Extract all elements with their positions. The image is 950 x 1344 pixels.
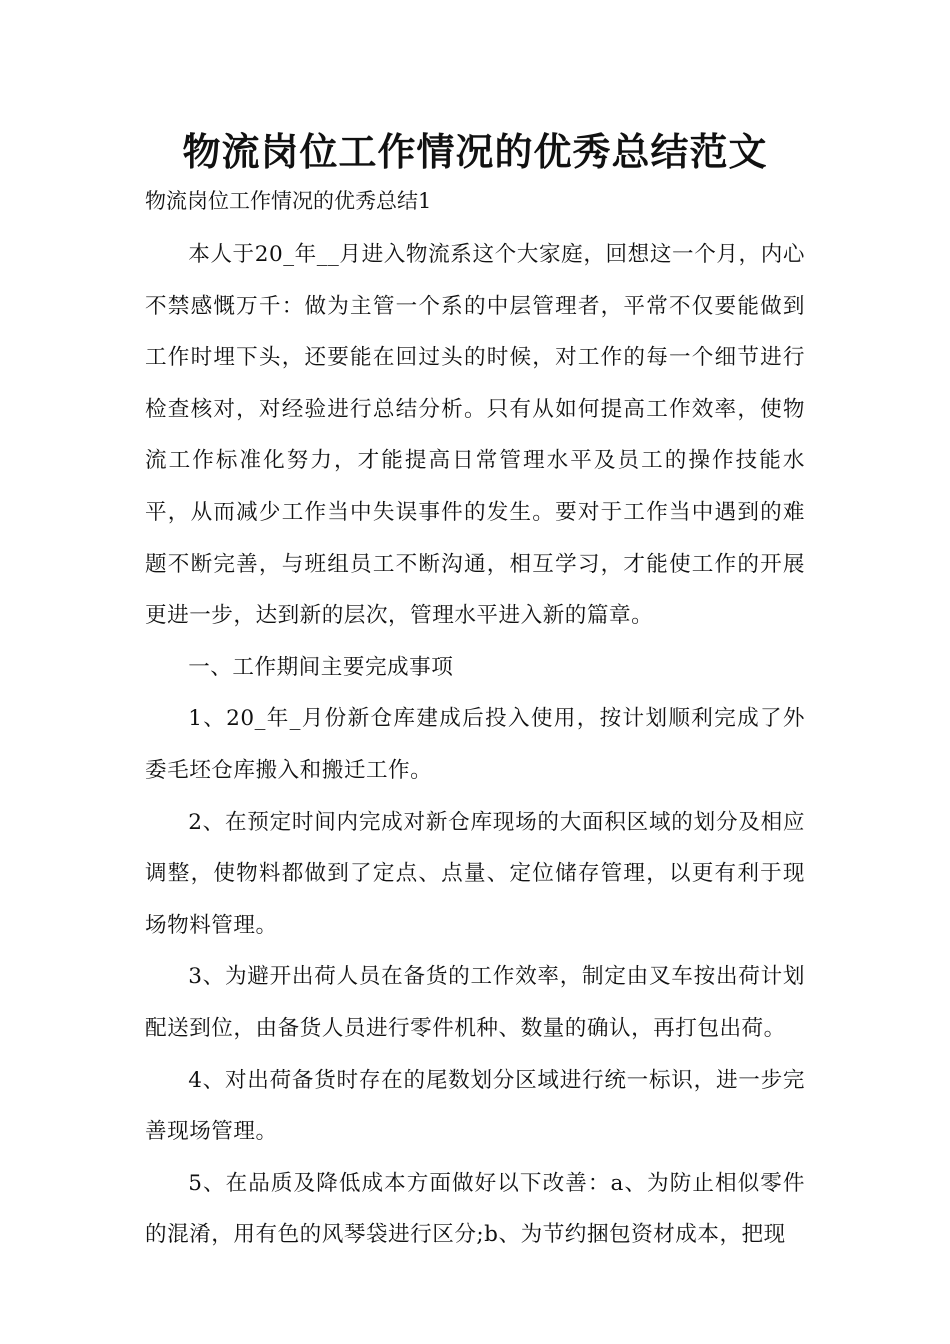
document-body: [145, 229, 805, 1261]
document-subtitle: 物流岗位工作情况的优秀总结1: [145, 189, 432, 213]
list-item-4: 4、对出荷备货时存在的尾数划分区域进行统一标识，进一步完善现场管理。: [145, 1067, 805, 1145]
list-item-3: 3、为避开出荷人员在备货的工作效率，制定由叉车按出荷计划配送到位，由备货人员进行零件机种、数量的确认，再打包出荷。: [145, 964, 805, 1041]
list-item-2: 2、在预定时间内完成对新仓库现场的大面积区域的划分及相应调整，使物料都做到了定点、点量、定位储存管理，以更有利于现场物料管理。: [145, 809, 805, 938]
list-item-5: 5、在品质及降低成本方面做好以下改善：a、为防止相似零件的混淆，用有色的风琴袋进行区分;b、为节约捆包资材成本，把现: [145, 1170, 805, 1248]
list-item-1: 1、20_年_月份新仓库建成后投入使用，按计划顺利完成了外委毛坯仓库搬入和搬迁工作。: [145, 706, 805, 783]
document-title: 物流岗位工作情况的优秀总结范文: [182, 130, 768, 174]
section-heading: 一、工作期间主要完成事项: [188, 654, 454, 680]
paragraph-intro: 本人于20_年__月进入物流系这个大家庭，回想这一个月，内心不禁感慨万千：做为主管一个系的中层管理者，平常不仅要能做到工作时埋下头，还要能在回过头的时候，对工作的每一个细节进行检查核对，对经验进行总结分析。只有从如何提高工作效率，使物流工作标准化努力，才能提高日常管理水平及员工的操作技能水平，从而减少工作当中失误事件的发生。要对于工作当中遇到的难题不断完善，与班组员工不断沟通，相互学习，才能使工作的开展更进一步，达到新的层次，管理水平进入新的篇章。: [145, 242, 805, 629]
